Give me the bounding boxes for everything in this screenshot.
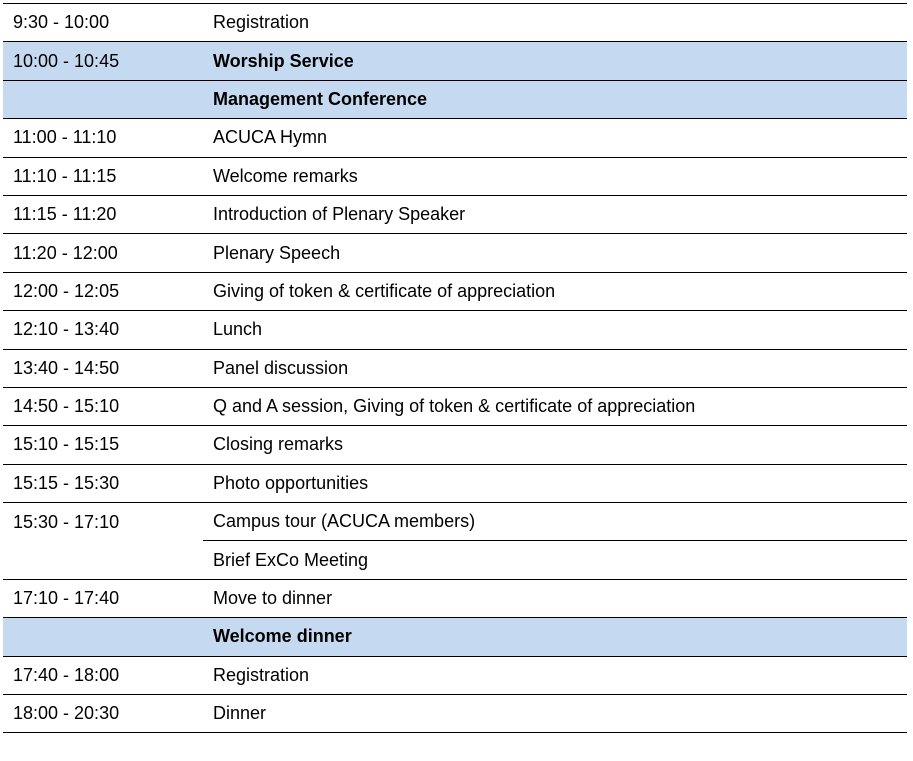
schedule-row [3,42,907,80]
time-cell: 10:00 - 10:45 [3,42,203,80]
activity-cell: Brief ExCo Meeting [203,541,907,579]
time-cell: 14:50 - 15:10 [3,387,203,425]
time-cell: 11:20 - 12:00 [3,234,203,272]
time-cell: 12:00 - 12:05 [3,272,203,310]
time-cell: 18:00 - 20:30 [3,695,203,733]
time-cell: 11:15 - 11:20 [3,195,203,233]
time-cell [3,618,203,656]
time-cell: 13:40 - 14:50 [3,349,203,387]
section-header-row [3,618,907,656]
time-cell: 11:10 - 11:15 [3,157,203,195]
schedule-row [3,272,907,310]
activity-cell: Giving of token & certificate of appreciation [203,272,907,310]
schedule-row [3,464,907,502]
activity-cell: Move to dinner [203,579,907,617]
schedule-row [3,656,907,694]
section-title: Management Conference [203,80,907,118]
time-cell [3,80,203,118]
time-cell: 17:10 - 17:40 [3,579,203,617]
time-cell: 11:00 - 11:10 [3,119,203,157]
time-cell: 15:15 - 15:30 [3,464,203,502]
schedule-row [3,157,907,195]
activity-cell: Plenary Speech [203,234,907,272]
activity-cell: Closing remarks [203,426,907,464]
schedule-row [3,195,907,233]
section-title: Welcome dinner [203,618,907,656]
schedule-row [3,349,907,387]
activity-cell: Worship Service [203,42,907,80]
activity-cell: Panel discussion [203,349,907,387]
section-header-row [3,80,907,118]
schedule-table [3,3,907,733]
activity-cell: Introduction of Plenary Speaker [203,195,907,233]
schedule-body [3,4,907,733]
activity-cell: Registration [203,656,907,694]
schedule-row [3,426,907,464]
time-cell: 9:30 - 10:00 [3,4,203,42]
activity-cell: Q and A session, Giving of token & certificate of appreciation [203,387,907,425]
activity-cell: Campus tour (ACUCA members) [203,503,907,541]
schedule-row [3,4,907,42]
time-cell: 15:30 - 17:10 [3,503,203,580]
activity-cell: Lunch [203,311,907,349]
schedule-row [3,234,907,272]
time-cell: 17:40 - 18:00 [3,656,203,694]
activity-cell: Photo opportunities [203,464,907,502]
schedule-row [3,119,907,157]
activity-cell: Welcome remarks [203,157,907,195]
activity-cell: ACUCA Hymn [203,119,907,157]
schedule-row [3,387,907,425]
schedule-row [3,579,907,617]
time-cell: 15:10 - 15:15 [3,426,203,464]
schedule-row [3,503,907,541]
schedule-row [3,311,907,349]
time-cell: 12:10 - 13:40 [3,311,203,349]
schedule-row [3,695,907,733]
activity-cell: Dinner [203,695,907,733]
activity-cell: Registration [203,4,907,42]
